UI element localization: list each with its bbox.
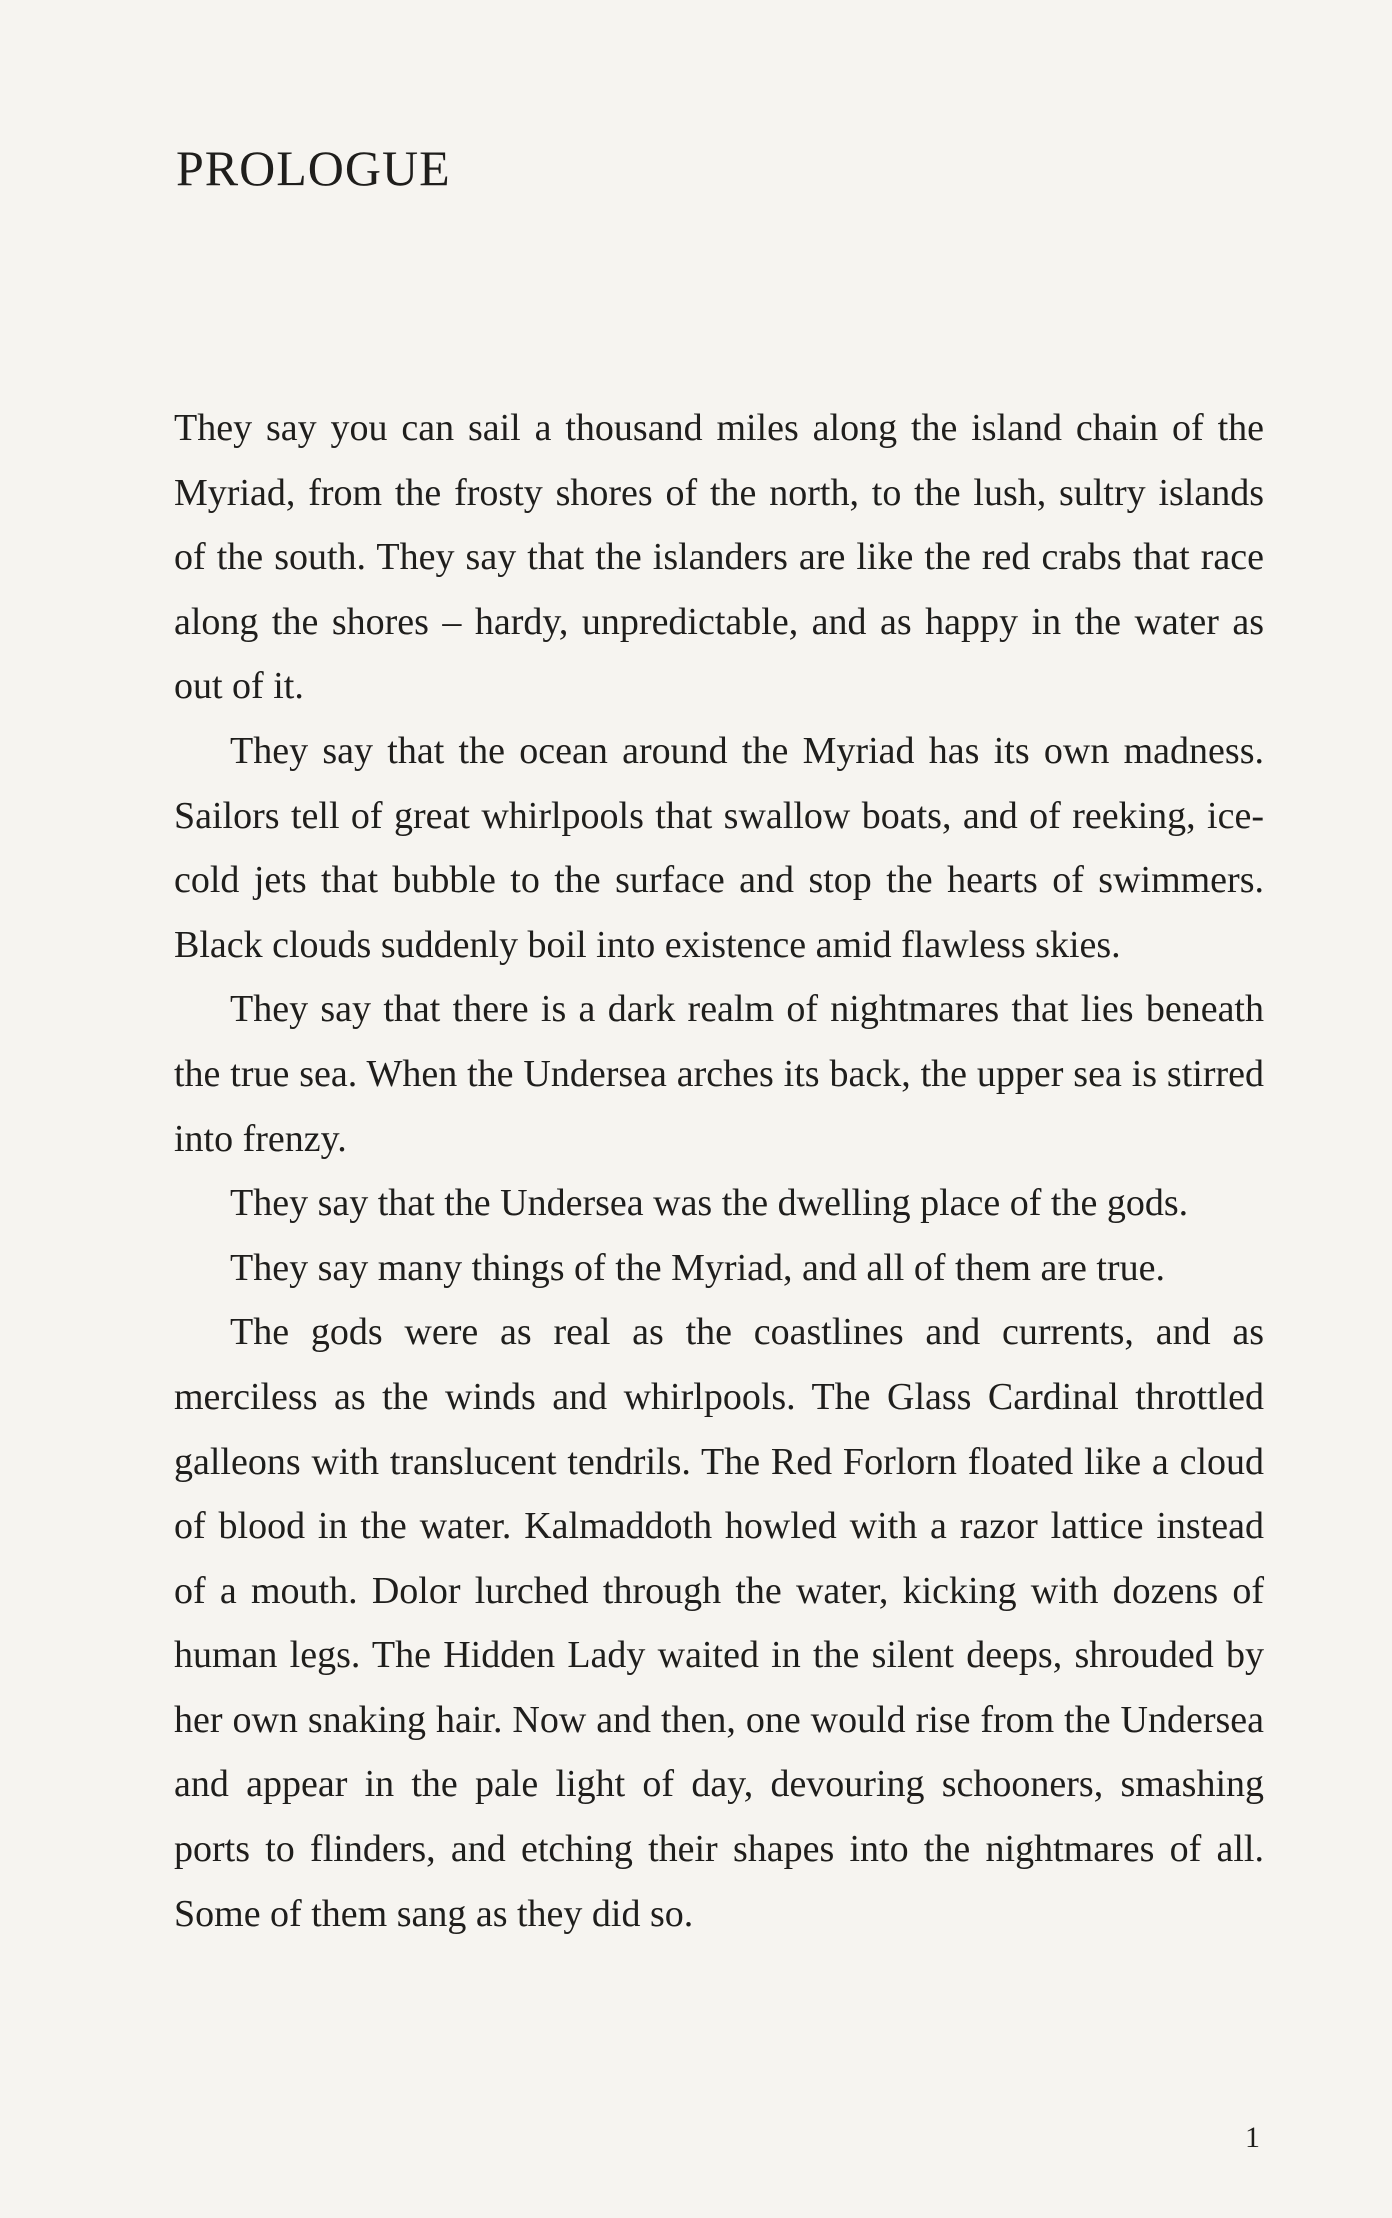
paragraph: They say that the ocean around the Myriad has its own madness. Sailors tell of great whirlpools that swallow boats, and of reeking, ice-cold jets that bubble to the surface and stop the hearts of swimmers. Black clouds suddenly boil into existence amid flawless skies.	[174, 729, 1264, 966]
paragraph: They say that there is a dark realm of nightmares that lies beneath the true sea. When the Undersea arches its back, the upper sea is stirred into frenzy.	[174, 988, 1264, 1160]
body-text	[174, 396, 1264, 1946]
paragraph: They say many things of the Myriad, and all of them are true.	[230, 1246, 1165, 1289]
page-number: 1	[1245, 2121, 1260, 2154]
chapter-title: PROLOGUE	[176, 140, 451, 196]
paragraph: The gods were as real as the coastlines and currents, and as merciless as the winds and whirlpools. The Glass Cardinal throttled galleons with translucent tendrils. The Red Forlorn floated like a cloud of blood in the water. Kalmaddoth howled with a razor lattice instead of a mouth. Dolor lurched through the water, kicking with dozens of human legs. The Hidden Lady waited in the silent deeps, shrouded by her own snaking hair. Now and then, one would rise from the Undersea and appear in the pale light of day, devouring schooners, smashing ports to flinders, and etching their shapes into the nightmares of all. Some of them sang as they did so.	[174, 1311, 1264, 1935]
paragraph: They say that the Undersea was the dwelling place of the gods.	[230, 1182, 1189, 1225]
paragraph: They say you can sail a thousand miles along the island chain of the Myriad, from the frosty shores of the north, to the lush, sultry islands of the south. They say that the islanders are like the red crabs that race along the shores – hardy, unpredictable, and as happy in the water as out of it.	[174, 407, 1264, 708]
